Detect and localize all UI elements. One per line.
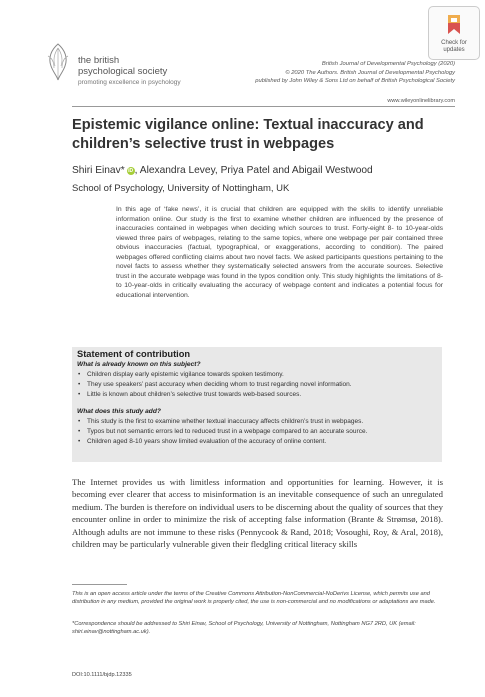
society-tagline: promoting excellence in psychology xyxy=(78,79,181,86)
article-title: Epistemic vigilance online: Textual inaccuracy and children’s selective trust in webpages xyxy=(72,117,424,152)
body-paragraph: The Internet provides us with limitless information and opportunities for learning. However, it is becoming ever clearer that access to misinformation is an inevitable consequence of such an unregulated medium. The burden is therefore on individual users to be discerning about the quality of sources that they encounter online in order to minimize the risk of accepting false information (Brante & Strømsø, 2018). Although adults are not immune to these risks (Pennycook & Rand, 2018; Vosoughi, Roy, & Aral, 2018), children may be particularly vulnerable given their fledgling critical literacy skills xyxy=(72,477,443,550)
journal-line3: published by John Wiley & Sons Ltd on behalf of British Psychological Society xyxy=(255,78,455,84)
list-item: • Typos but not semantic errors led to reduced trust in a webpage compared to an accurate source. xyxy=(77,427,439,437)
abstract: In this age of ‘fake news’, it is crucial that children are equipped with the skills to identify unreliable information online. Our study is the first to examine whether children are influenced by the presence of inaccuracies contained in webpages when deciding which sources to trust. Forty-eight 8- to 10-year-olds viewed three pairs of webpages, relating to the same topics, where one webpage per pair contained three obvious inaccuracies (factual, typographical, or exaggerations, according to condition). The paired webpages offered conflicting claims about two novel facts. We asked participants questions pertaining to the novel facts to assess whether they systematically selected answers from the accurate sources. Selective trust in the accurate webpage was found in the typos condition only. This study highlights the limitations of 8- to 10-year-olds in critically evaluating the accuracy of webpage content and indicates a potential focus for educational intervention. xyxy=(116,206,443,299)
adds-list xyxy=(77,417,439,448)
known-heading: What is already known on this subject? xyxy=(77,361,201,368)
author-list xyxy=(72,165,472,176)
check-for-updates-badge[interactable] xyxy=(428,6,480,60)
bps-logo-icon xyxy=(42,42,74,82)
known-list xyxy=(77,370,439,401)
crossmark-line2: updates xyxy=(443,47,465,53)
adds-heading: What does this study add? xyxy=(77,408,161,415)
crossmark-label xyxy=(429,40,479,54)
society-logo-text xyxy=(78,56,181,89)
contribution-heading: Statement of contribution xyxy=(77,349,191,359)
journal-website-link[interactable]: www.wileyonlinelibrary.com xyxy=(387,98,455,104)
corresponding-author: Shiri Einav* xyxy=(72,165,125,176)
journal-info xyxy=(225,60,455,86)
other-authors: , Alexandra Levey, Priya Patel and Abigail Westwood xyxy=(134,165,373,176)
list-item: • This study is the first to examine whether textual inaccuracy affects children’s trust in webpages. xyxy=(77,417,439,427)
correspondence-footnote: *Correspondence should be addressed to Shiri Einav, School of Psychology, University of Nottingham, Nottingham NG7 2RD, UK (email: shiri.einav@nottingham.ac.uk). xyxy=(72,621,416,636)
list-item: • Children display early epistemic vigilance towards spoken testimony. xyxy=(77,370,439,380)
footnote-rule xyxy=(72,584,127,585)
list-item: • They use speakers’ past accuracy when deciding whom to trust regarding novel information. xyxy=(77,380,439,390)
orcid-icon[interactable]: iD xyxy=(128,168,134,174)
journal-line2: © 2020 The Authors. British Journal of Developmental Psychology xyxy=(285,69,455,76)
journal-line1: British Journal of Developmental Psychology (2020) xyxy=(321,61,455,67)
list-item: • Children aged 8-10 years show limited evaluation of the accuracy of online content. xyxy=(77,437,439,447)
affiliation: School of Psychology, University of Nottingham, UK xyxy=(72,183,290,194)
header-rule xyxy=(72,106,455,107)
crossmark-line1: Check for xyxy=(441,40,467,46)
doi[interactable]: DOI:10.1111/bjdp.12335 xyxy=(72,672,132,678)
society-name-line2: psychological society xyxy=(78,65,168,77)
list-item: • Little is known about children’s selective trust towards web-based sources. xyxy=(77,390,439,400)
license-footnote: This is an open access article under the terms of the Creative Commons Attribution-NonCommercial-NoDerivs License, which permits use and distribution in any medium, provided the original work is properly cited, the use is non-commercial and no modifications or adaptations are made. xyxy=(72,591,436,606)
crossmark-icon xyxy=(446,14,462,36)
society-name-line1: the british xyxy=(78,55,120,66)
